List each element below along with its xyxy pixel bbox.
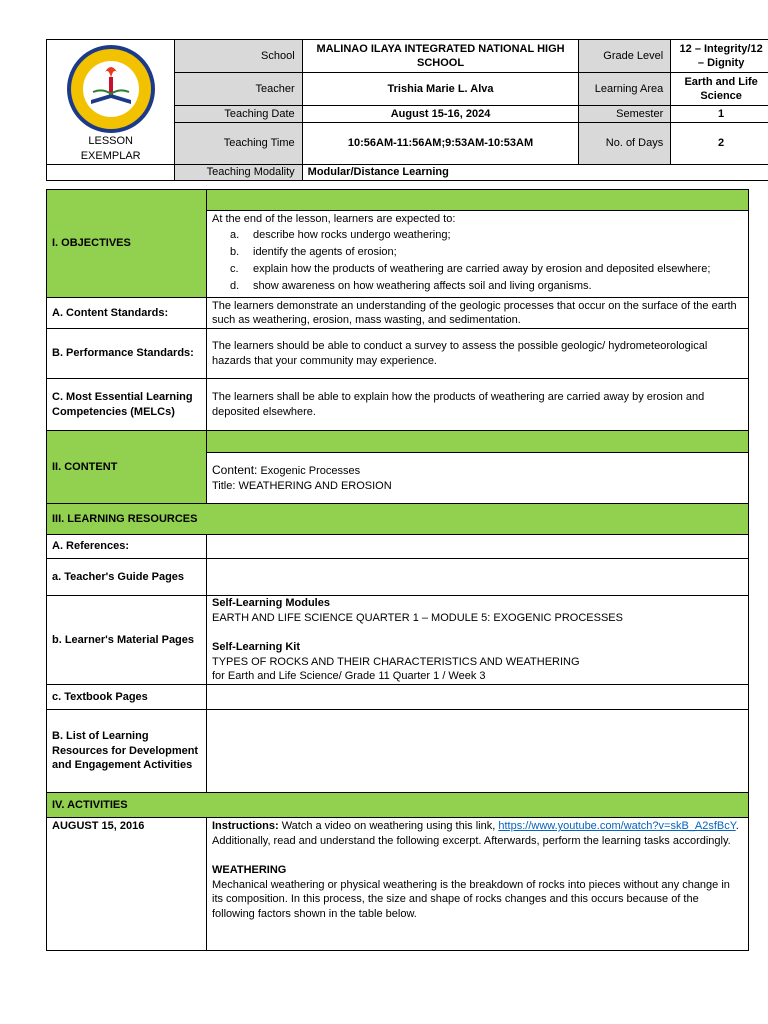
- slm-text: EARTH AND LIFE SCIENCE QUARTER 1 – MODULE 5: EXOGENIC PROCESSES: [212, 611, 623, 624]
- weathering-heading: WEATHERING: [212, 864, 287, 876]
- activity-date: AUGUST 15, 2016: [47, 818, 207, 951]
- objectives-list: [212, 227, 743, 295]
- modality-value: Modular/Distance Learning: [302, 165, 768, 181]
- content-body: [207, 453, 749, 504]
- content-value: Exogenic Processes: [260, 465, 361, 477]
- learning-resources-label: III. LEARNING RESOURCES: [47, 504, 749, 535]
- objective-item: a. describe how rocks undergo weathering;: [230, 229, 451, 241]
- teacher-label: Teacher: [175, 73, 302, 105]
- days-value: 2: [671, 122, 768, 164]
- content-standards-text: The learners demonstrate an understanding of the geologic processes that occur on the surface of the earth such as weathering, erosion, mass wasting, and sedimentation.: [207, 298, 749, 329]
- slk-heading: Self-Learning Kit: [212, 641, 301, 654]
- grade-level-label: Grade Level: [579, 40, 671, 73]
- slk-text: TYPES OF ROCKS AND THEIR CHARACTERISTICS AND WEATHERING: [212, 655, 580, 668]
- activity-body: [207, 818, 749, 951]
- days-label: No. of Days: [579, 122, 671, 164]
- textbook-pages-label: c. Textbook Pages: [47, 685, 207, 710]
- slm-heading: Self-Learning Modules: [212, 597, 330, 610]
- references-label: A. References:: [47, 535, 207, 559]
- objectives-intro: At the end of the lesson, learners are expected to:: [212, 213, 456, 225]
- school-value: MALINAO ILAYA INTEGRATED NATIONAL HIGH SCHOOL: [302, 40, 579, 73]
- instructions-label: Instructions:: [212, 820, 279, 832]
- lesson-title: Title: WEATHERING AND EROSION: [212, 479, 392, 492]
- objectives-label: I. OBJECTIVES: [47, 190, 207, 298]
- weathering-text: Mechanical weathering or physical weathering is the breakdown of rocks into pieces without any change in its composition. In this process, the size and shape of rocks changes and this occurs because of the following factors shown in the table below.: [212, 878, 730, 920]
- modality-label: Teaching Modality: [175, 165, 302, 181]
- teaching-date-label: Teaching Date: [175, 105, 302, 122]
- teaching-time-label: Teaching Time: [175, 122, 302, 164]
- content-standards-label: A. Content Standards:: [47, 298, 207, 329]
- teaching-date-value: August 15-16, 2024: [302, 105, 579, 122]
- teachers-guide-label: a. Teacher's Guide Pages: [47, 559, 207, 596]
- performance-standards-text: The learners should be able to conduct a survey to assess the possible geologic/ hydrometeorological hazards that your community may experience.: [207, 329, 749, 379]
- content-prefix: Content:: [212, 463, 258, 477]
- melcs-label: C. Most Essential Learning Competencies (MELCs): [47, 379, 207, 431]
- activities-label: IV. ACTIVITIES: [47, 793, 749, 818]
- melcs-text: The learners shall be able to explain how the products of weathering are carried away by erosion and deposited elsewhere.: [207, 379, 749, 431]
- lesson-exemplar-caption: LESSON EXEMPLAR: [80, 135, 141, 162]
- school-logo-cell: [47, 40, 175, 165]
- video-link[interactable]: https://www.youtube.com/watch?v=skB_A2sfBcY: [498, 820, 736, 832]
- objective-item: c. explain how the products of weathering are carried away by erosion and deposited elsewhere;: [230, 263, 711, 275]
- objective-item: d. show awareness on how weathering affects soil and living organisms.: [230, 280, 592, 292]
- grade-level-value: 12 – Integrity/12 – Dignity: [671, 40, 768, 73]
- semester-label: Semester: [579, 105, 671, 122]
- header-table: [46, 39, 768, 181]
- instructions-text-a: Watch a video on weathering using this link,: [281, 820, 496, 832]
- school-label: School: [175, 40, 302, 73]
- learning-area-label: Learning Area: [579, 73, 671, 105]
- teaching-time-value: 10:56AM-11:56AM;9:53AM-10:53AM: [302, 122, 579, 164]
- lesson-table: [46, 189, 749, 951]
- slk-sub: for Earth and Life Science/ Grade 11 Quarter 1 / Week 3: [212, 670, 486, 683]
- instructions-text-b: . Additionally, read and understand the following excerpt. Afterwards, perform the learning tasks accordingly.: [212, 820, 739, 847]
- resources-list-label: B. List of Learning Resources for Development and Engagement Activities: [47, 710, 207, 793]
- teacher-value: Trishia Marie L. Alva: [302, 73, 579, 105]
- performance-standards-label: B. Performance Standards:: [47, 329, 207, 379]
- learning-area-value: Earth and Life Science: [671, 73, 768, 105]
- school-logo: [59, 44, 163, 134]
- objectives-body: [207, 211, 749, 298]
- learners-material-label: b. Learner's Material Pages: [47, 596, 207, 685]
- learners-material-body: [207, 596, 749, 685]
- objective-item: b. identify the agents of erosion;: [230, 246, 397, 258]
- semester-value: 1: [671, 105, 768, 122]
- content-label: II. CONTENT: [47, 431, 207, 504]
